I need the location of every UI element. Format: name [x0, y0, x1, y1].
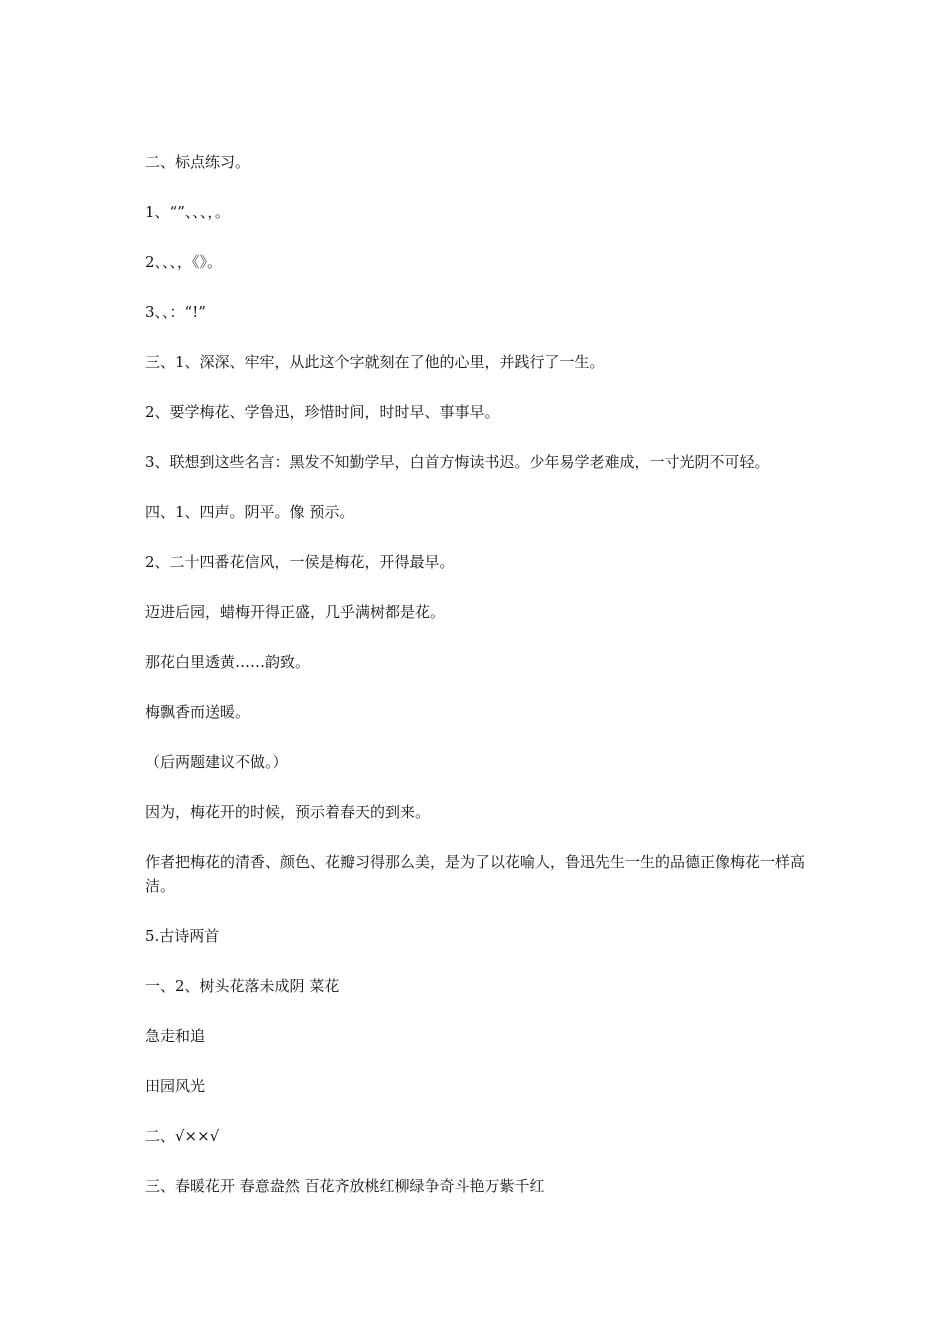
paragraph: 那花白里透黄……韵致。 — [145, 653, 311, 671]
paragraph: 二、标点练习。 — [145, 153, 251, 171]
paragraph: （后两题建议不做。） — [145, 753, 288, 771]
paragraph: 3、联想到这些名言：黑发不知勤学早，白首方悔读书迟。少年易学老难成，一寸光阴不可轻。 — [145, 453, 770, 471]
paragraph: 2、要学梅花、学鲁迅，珍惜时间，时时早、事事早。 — [145, 403, 500, 421]
paragraph: 田园风光 — [145, 1077, 206, 1095]
paragraph: 2、、、，《》。 — [145, 253, 223, 271]
paragraph: 3、、：“!” — [145, 303, 206, 321]
paragraph: 一、2、树头花落未成阴 菜花 — [145, 977, 340, 995]
paragraph: 1、“”、、、，。 — [145, 203, 230, 221]
section-heading: 5.古诗两首 — [145, 927, 220, 945]
paragraph: 三、春暖花开 春意盎然 百花齐放桃红柳绿争奇斗艳万紫千红 — [145, 1177, 545, 1195]
paragraph: 三、1、深深、牢牢，从此这个字就刻在了他的心里，并践行了一生。 — [145, 353, 605, 371]
paragraph: 2、二十四番花信风，一侯是梅花，开得最早。 — [145, 553, 455, 571]
paragraph: 作者把梅花的清香、颜色、花瓣习得那么美，是为了以花喻人，鲁迅先生一生的品德正像梅花一样高洁。 — [145, 853, 806, 895]
paragraph: 四、1、四声。阴平。像 预示。 — [145, 503, 355, 521]
paragraph: 二、√××√ — [145, 1127, 220, 1145]
document-body — [145, 150, 815, 1224]
paragraph: 因为，梅花开的时候，预示着春天的到来。 — [145, 803, 431, 821]
paragraph: 迈进后园，蜡梅开得正盛，几乎满树都是花。 — [145, 603, 446, 621]
paragraph: 急走和追 — [145, 1027, 206, 1045]
paragraph: 梅飘香而送暖。 — [145, 703, 251, 721]
